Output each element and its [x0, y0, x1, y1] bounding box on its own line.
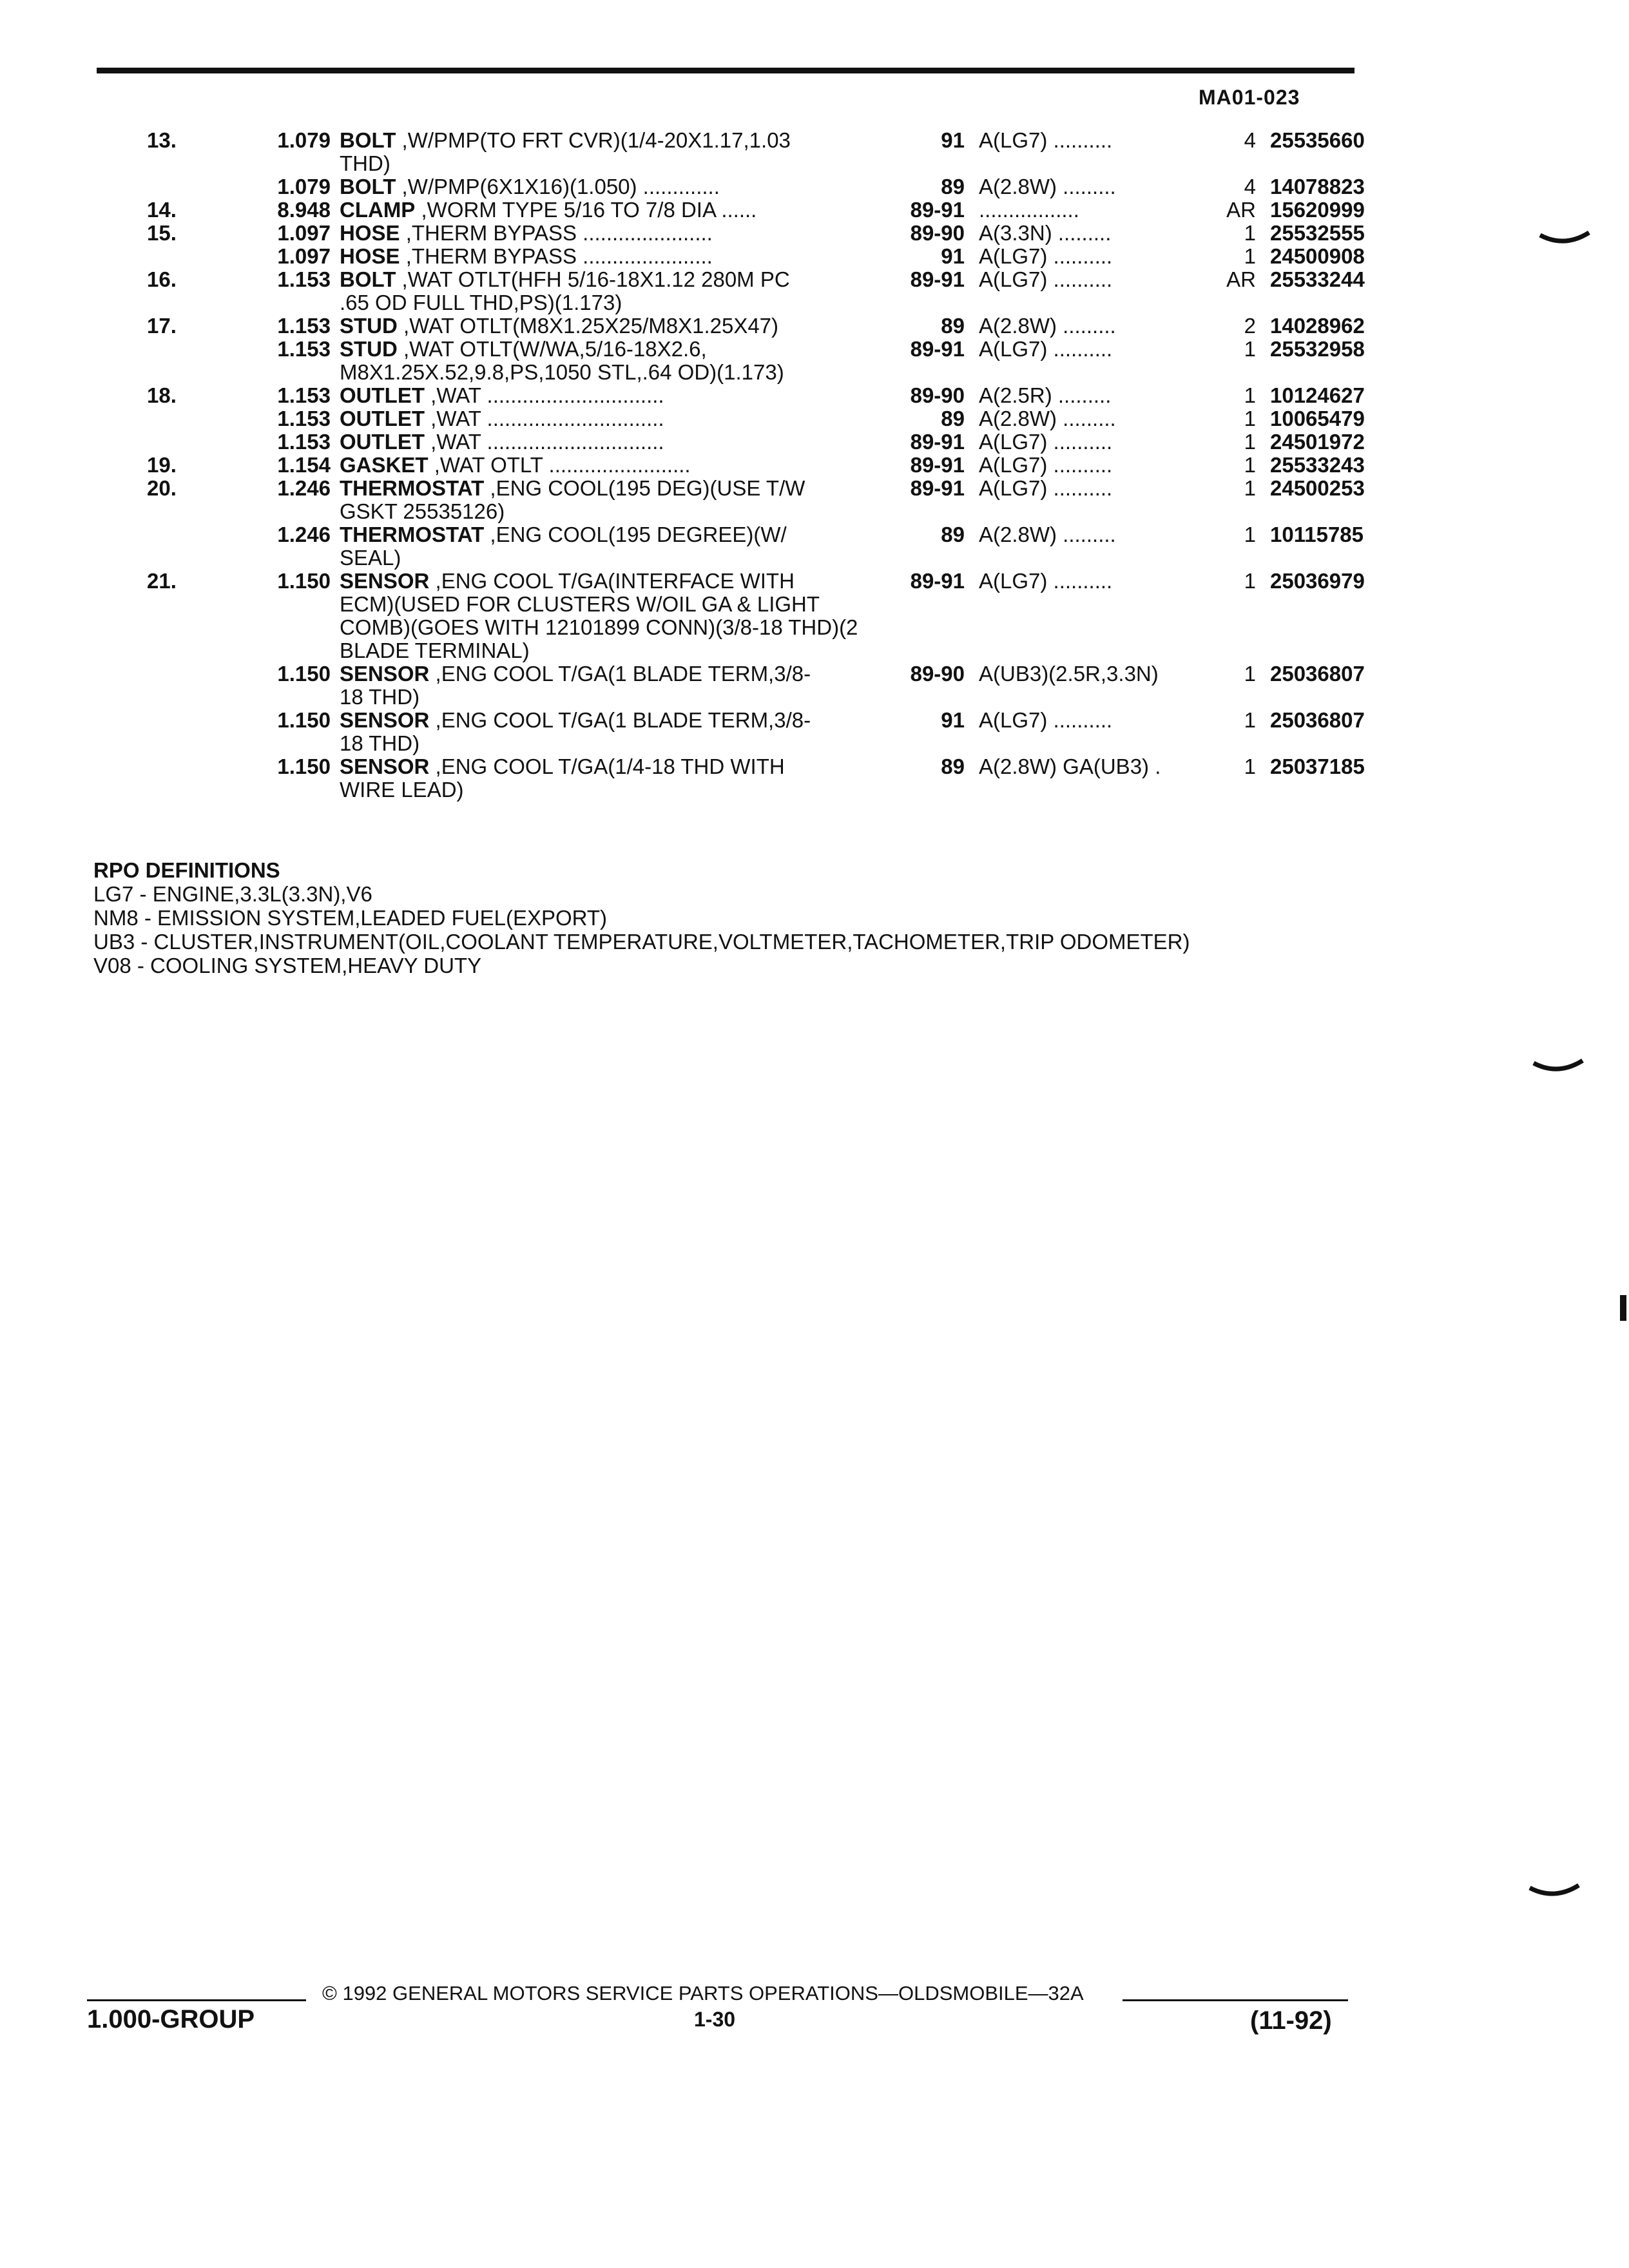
- table-row: [129, 709, 1405, 755]
- model-years: 89-91: [910, 198, 965, 222]
- quantity: 1: [1244, 569, 1256, 593]
- table-row: [129, 268, 1405, 314]
- part-description: [340, 384, 874, 407]
- section-number: 8.948: [277, 198, 331, 222]
- description-line: [340, 314, 874, 338]
- part-detail: ,ENG COOL T/GA(1/4-18 THD WITH: [435, 755, 785, 778]
- section-number: 1.150: [277, 569, 331, 593]
- description-line: [340, 709, 874, 732]
- part-description: [340, 222, 874, 245]
- document-id: MA01-023: [1199, 86, 1300, 109]
- part-name: SENSOR: [340, 709, 430, 732]
- section-number: 1.150: [277, 662, 331, 686]
- part-name: THERMOSTAT: [340, 523, 485, 546]
- application: A(LG7) ..........: [979, 338, 1113, 361]
- part-detail: ,ENG COOL T/GA(1 BLADE TERM,3/8-: [435, 709, 811, 732]
- description-line: [340, 662, 874, 686]
- ref-number: 18.: [147, 383, 177, 407]
- part-detail: ,THERM BYPASS ......................: [405, 222, 713, 245]
- table-row: [129, 384, 1405, 407]
- description-line: [340, 338, 874, 361]
- application: A(2.8W) GA(UB3) .: [979, 755, 1161, 778]
- model-years: 89-91: [910, 337, 965, 361]
- ref-number: [129, 430, 250, 454]
- part-number: 10115785: [1270, 523, 1364, 546]
- quantity: 1: [1244, 523, 1256, 546]
- part-description: [340, 430, 874, 454]
- rpo-line: V08 - COOLING SYSTEM,HEAVY DUTY: [93, 954, 482, 977]
- quantity: 1: [1244, 754, 1256, 778]
- description-line: [340, 570, 874, 593]
- ref-number: [129, 523, 250, 570]
- part-description: [340, 477, 874, 523]
- part-number: 25532958: [1270, 337, 1365, 361]
- part-number: 25036807: [1270, 662, 1365, 686]
- table-row: [129, 407, 1405, 430]
- part-number: 25532555: [1270, 221, 1365, 245]
- part-number: 24500908: [1270, 244, 1365, 268]
- application: A(LG7) ..........: [979, 477, 1113, 500]
- table-row: [129, 430, 1405, 454]
- section-number: 1.079: [277, 128, 331, 152]
- part-number: 24500253: [1270, 476, 1365, 500]
- ref-number: 14.: [147, 198, 177, 222]
- section-number: 1.153: [277, 314, 331, 338]
- part-name: SENSOR: [340, 755, 430, 778]
- part-name: SENSOR: [340, 570, 430, 593]
- part-description: [340, 129, 874, 175]
- part-number: 25036807: [1270, 708, 1365, 732]
- part-description: [340, 268, 874, 314]
- model-years: 89-90: [910, 221, 965, 245]
- quantity: AR: [1226, 267, 1256, 291]
- section-number: 1.154: [277, 453, 331, 477]
- part-detail: ,WAT ..............................: [430, 407, 664, 430]
- ref-number: 17.: [147, 314, 177, 338]
- part-description: [340, 198, 874, 222]
- section-number: 1.153: [277, 430, 331, 454]
- part-detail: ,W/PMP(6X1X16)(1.050) .............: [401, 175, 720, 198]
- part-detail: ,ENG COOL T/GA(1 BLADE TERM,3/8-: [435, 662, 811, 686]
- description-continuation: ECM)(USED FOR CLUSTERS W/OIL GA & LIGHT COMB)(GOES WITH 12101899 CONN)(3/8-18 THD)(2 BLADE TERMINAL): [340, 592, 858, 662]
- application: A(UB3)(2.5R,3.3N): [979, 662, 1159, 686]
- model-years: 89-91: [910, 453, 965, 477]
- quantity: 4: [1244, 128, 1256, 152]
- table-row: [129, 129, 1405, 175]
- quantity: 1: [1244, 708, 1256, 732]
- quantity: AR: [1226, 198, 1256, 222]
- description-continuation: SEAL): [340, 546, 401, 570]
- table-row: [129, 477, 1405, 523]
- table-row: [129, 570, 1405, 662]
- part-number: 10065479: [1270, 407, 1365, 430]
- part-detail: ,WAT OTLT(M8X1.25X25/M8X1.25X47): [403, 314, 779, 338]
- section-number: 1.150: [277, 708, 331, 732]
- ref-number: [129, 407, 250, 430]
- model-years: 89-91: [910, 476, 965, 500]
- quantity: 1: [1244, 244, 1256, 268]
- part-number: 14078823: [1270, 175, 1365, 198]
- binding-mark: [1532, 1057, 1584, 1082]
- part-description: [340, 245, 874, 268]
- section-number: 1.150: [277, 754, 331, 778]
- description-line: [340, 268, 874, 291]
- section-number: 1.153: [277, 407, 331, 430]
- ref-number: 19.: [147, 453, 177, 477]
- application: A(2.8W) .........: [979, 407, 1116, 430]
- part-description: [340, 338, 874, 384]
- description-line: [340, 477, 874, 500]
- ref-number: 20.: [147, 476, 177, 500]
- part-name: GASKET: [340, 454, 429, 477]
- quantity: 1: [1244, 476, 1256, 500]
- section-number: 1.153: [277, 337, 331, 361]
- model-years: 89: [941, 754, 965, 778]
- description-continuation: .65 OD FULL THD,PS)(1.173): [340, 291, 622, 314]
- part-name: STUD: [340, 338, 398, 361]
- model-years: 89: [941, 314, 965, 338]
- section-number: 1.246: [277, 523, 331, 546]
- part-number: 25533244: [1270, 267, 1365, 291]
- part-name: OUTLET: [340, 430, 425, 454]
- table-row: [129, 523, 1405, 570]
- description-continuation: M8X1.25X.52,9.8,PS,1050 STL,.64 OD)(1.173): [340, 360, 784, 384]
- footer-rule-right: [1123, 1999, 1348, 2001]
- part-number: 14028962: [1270, 314, 1365, 338]
- description-line: [340, 755, 874, 778]
- rpo-line: LG7 - ENGINE,3.3L(3.3N),V6: [93, 882, 372, 906]
- ref-number: [129, 755, 250, 802]
- rpo-line: UB3 - CLUSTER,INSTRUMENT(OIL,COOLANT TEMPERATURE,VOLTMETER,TACHOMETER,TRIP ODOMETER): [93, 930, 1190, 954]
- part-name: HOSE: [340, 245, 400, 268]
- part-description: [340, 709, 874, 755]
- footer-copyright: © 1992 GENERAL MOTORS SERVICE PARTS OPERATIONS—OLDSMOBILE—32A: [322, 1982, 1084, 2004]
- application: A(2.8W) .........: [979, 175, 1116, 198]
- section-number: 1.097: [277, 221, 331, 245]
- ref-number: [129, 662, 250, 709]
- part-detail: ,W/PMP(TO FRT CVR)(1/4-20X1.17,1.03: [401, 129, 791, 152]
- quantity: 1: [1244, 221, 1256, 245]
- model-years: 89-91: [910, 569, 965, 593]
- ref-number: [129, 338, 250, 384]
- part-name: OUTLET: [340, 407, 425, 430]
- part-detail: ,WAT OTLT(W/WA,5/16-18X2.6,: [403, 338, 707, 361]
- quantity: 1: [1244, 662, 1256, 686]
- application: A(LG7) ..........: [979, 709, 1113, 732]
- model-years: 89-90: [910, 662, 965, 686]
- footer-page-number: 1-30: [694, 2008, 736, 2031]
- part-detail: ,WAT OTLT(HFH 5/16-18X1.12 280M PC: [401, 268, 790, 291]
- ref-number: [129, 175, 250, 198]
- description-line: [340, 384, 874, 407]
- footer-group: 1.000-GROUP: [87, 2005, 255, 2033]
- part-description: [340, 662, 874, 709]
- part-number: 25535660: [1270, 128, 1365, 152]
- part-description: [340, 523, 874, 570]
- description-line: [340, 222, 874, 245]
- table-row: [129, 314, 1405, 338]
- quantity: 1: [1244, 407, 1256, 430]
- application: .................: [979, 198, 1079, 222]
- part-name: STUD: [340, 314, 398, 338]
- part-detail: ,WAT OTLT ........................: [434, 454, 691, 477]
- model-years: 91: [941, 128, 965, 152]
- description-line: [340, 430, 874, 454]
- parts-table: [129, 129, 1405, 802]
- binding-mark: [1539, 229, 1590, 255]
- quantity: 2: [1244, 314, 1256, 338]
- section-number: 1.153: [277, 267, 331, 291]
- model-years: 89: [941, 175, 965, 198]
- part-name: CLAMP: [340, 198, 416, 222]
- quantity: 1: [1244, 430, 1256, 454]
- binding-mark: [1617, 1295, 1629, 1321]
- part-number: 10124627: [1270, 383, 1365, 407]
- part-number: 15620999: [1270, 198, 1365, 222]
- ref-number: [129, 245, 250, 268]
- ref-number: 13.: [147, 128, 177, 152]
- part-name: THERMOSTAT: [340, 477, 485, 500]
- part-description: [340, 570, 874, 662]
- part-detail: ,WAT ..............................: [430, 384, 664, 407]
- part-name: BOLT: [340, 175, 396, 198]
- part-number: 25533243: [1270, 453, 1365, 477]
- model-years: 89: [941, 523, 965, 546]
- rpo-title: RPO DEFINITIONS: [93, 858, 280, 882]
- ref-number: 15.: [147, 221, 177, 245]
- part-number: 25037185: [1270, 754, 1365, 778]
- application: A(LG7) ..........: [979, 454, 1113, 477]
- description-line: [340, 175, 874, 198]
- quantity: 1: [1244, 453, 1256, 477]
- section-number: 1.246: [277, 476, 331, 500]
- quantity: 1: [1244, 383, 1256, 407]
- application: A(2.8W) .........: [979, 314, 1116, 338]
- quantity: 4: [1244, 175, 1256, 198]
- application: A(LG7) ..........: [979, 430, 1113, 454]
- table-row: [129, 454, 1405, 477]
- description-line: [340, 407, 874, 430]
- description-line: [340, 454, 874, 477]
- table-row: [129, 175, 1405, 198]
- part-name: BOLT: [340, 129, 396, 152]
- ref-number: 16.: [147, 267, 177, 291]
- part-detail: ,ENG COOL(195 DEGREE)(W/: [490, 523, 787, 546]
- model-years: 91: [941, 708, 965, 732]
- part-detail: ,THERM BYPASS ......................: [405, 245, 713, 268]
- application: A(LG7) ..........: [979, 570, 1113, 593]
- description-continuation: WIRE LEAD): [340, 778, 464, 802]
- application: A(LG7) ..........: [979, 245, 1113, 268]
- section-number: 1.079: [277, 175, 331, 198]
- part-number: 25036979: [1270, 569, 1365, 593]
- part-detail: ,ENG COOL(195 DEG)(USE T/W: [490, 477, 805, 500]
- application: A(2.5R) .........: [979, 384, 1112, 407]
- description-continuation: 18 THD): [340, 731, 420, 755]
- description-line: [340, 129, 874, 152]
- footer-date: (11-92): [1250, 2006, 1332, 2035]
- model-years: 89: [941, 407, 965, 430]
- top-rule: [97, 68, 1354, 73]
- description-continuation: GSKT 25535126): [340, 499, 505, 523]
- model-years: 89-91: [910, 430, 965, 454]
- part-description: [340, 175, 874, 198]
- description-line: [340, 198, 874, 222]
- model-years: 89-91: [910, 267, 965, 291]
- description-continuation: 18 THD): [340, 685, 420, 709]
- description-line: [340, 245, 874, 268]
- application: A(3.3N) .........: [979, 222, 1112, 245]
- part-detail: ,ENG COOL T/GA(INTERFACE WITH: [435, 570, 795, 593]
- table-row: [129, 245, 1405, 268]
- parts-table-body: [129, 129, 1405, 802]
- ref-number: 21.: [147, 569, 177, 593]
- part-description: [340, 314, 874, 338]
- description-line: [340, 523, 874, 546]
- binding-mark: [1528, 1881, 1580, 1907]
- part-number: 24501972: [1270, 430, 1365, 454]
- section-number: 1.153: [277, 383, 331, 407]
- application: A(LG7) ..........: [979, 268, 1113, 291]
- part-name: HOSE: [340, 222, 400, 245]
- table-row: [129, 755, 1405, 802]
- rpo-line: NM8 - EMISSION SYSTEM,LEADED FUEL(EXPORT): [93, 906, 608, 930]
- part-description: [340, 755, 874, 802]
- part-name: OUTLET: [340, 384, 425, 407]
- application: A(2.8W) .........: [979, 523, 1116, 546]
- rpo-definitions: [93, 858, 1190, 977]
- part-description: [340, 407, 874, 430]
- model-years: 89-90: [910, 383, 965, 407]
- application: A(LG7) ..........: [979, 129, 1113, 152]
- table-row: [129, 662, 1405, 709]
- part-name: SENSOR: [340, 662, 430, 686]
- part-detail: ,WORM TYPE 5/16 TO 7/8 DIA ......: [421, 198, 757, 222]
- ref-number: [129, 709, 250, 755]
- part-name: BOLT: [340, 268, 396, 291]
- model-years: 91: [941, 244, 965, 268]
- table-row: [129, 338, 1405, 384]
- table-row: [129, 222, 1405, 245]
- section-number: 1.097: [277, 244, 331, 268]
- table-row: [129, 198, 1405, 222]
- description-continuation: THD): [340, 151, 390, 175]
- footer-rule-left: [87, 1999, 306, 2001]
- part-detail: ,WAT ..............................: [430, 430, 664, 454]
- quantity: 1: [1244, 337, 1256, 361]
- part-description: [340, 454, 874, 477]
